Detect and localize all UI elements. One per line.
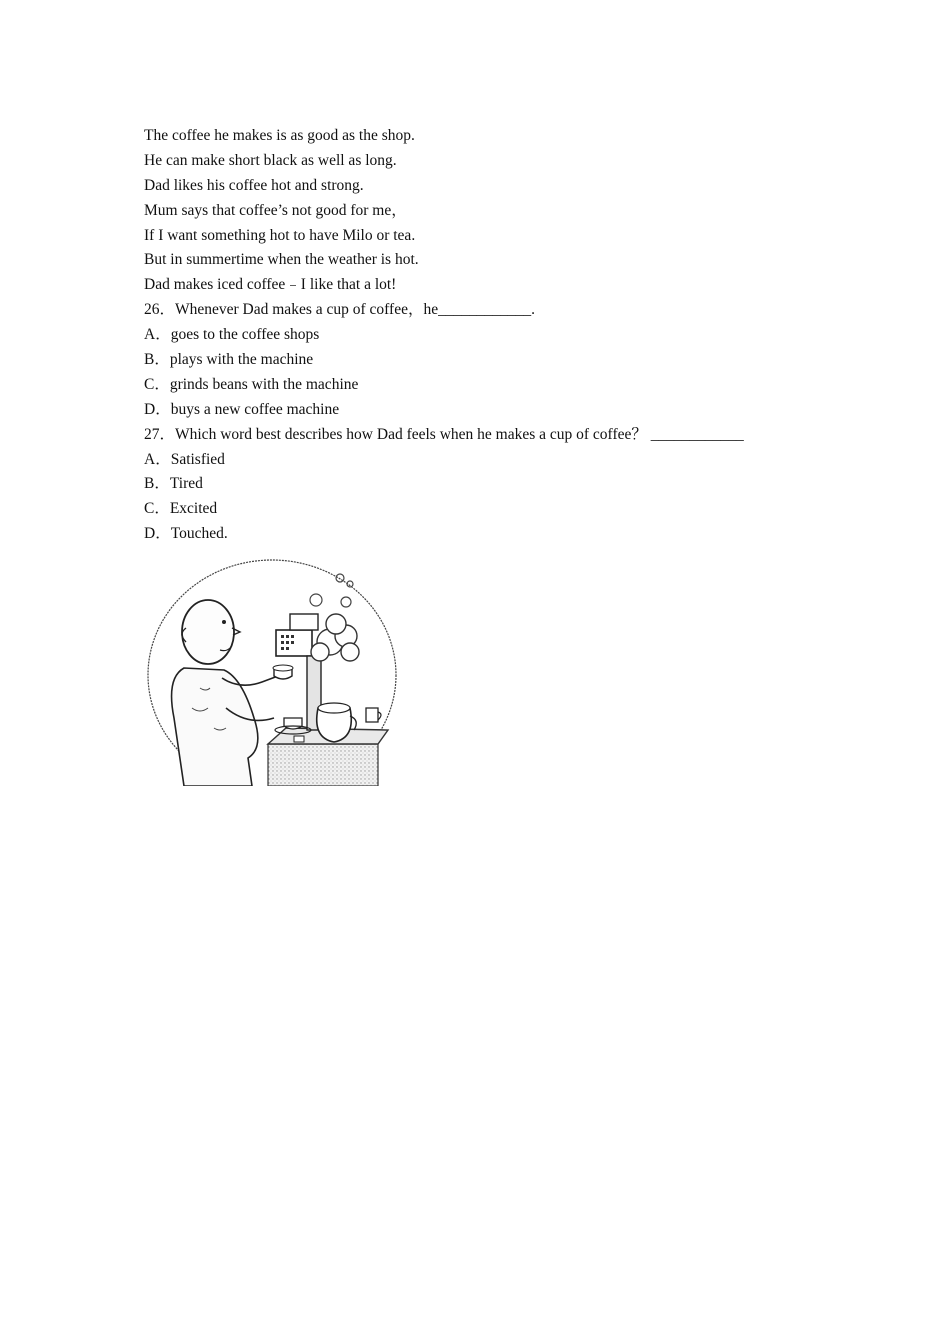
poem-line: Dad likes his coffee hot and strong. (144, 176, 364, 194)
question-27-option-b: B．Tired (144, 475, 203, 493)
man-making-coffee-illustration (144, 558, 398, 786)
poem-line: Dad makes iced coffee﹣I like that a lot! (144, 276, 397, 294)
question-27-option-d: D．Touched. (144, 525, 228, 543)
poem-line: Mum says that coffee’s not good for me， (144, 201, 407, 219)
question-26-option-d: D．buys a new coffee machine (144, 400, 340, 418)
poem-line: But in summertime when the weather is hot. (144, 251, 419, 269)
question-27-option-a: A．Satisfied (144, 450, 225, 468)
question-27-option-c: C．Excited (144, 500, 218, 518)
worksheet-text (144, 124, 824, 547)
poem-line: He can make short black as well as long. (144, 151, 397, 169)
poem-line: The coffee he makes is as good as the shop. (144, 127, 415, 144)
poem (144, 124, 824, 298)
question-27-text: 27．Which word best describes how Dad feels when he makes a cup of coffee？ ____________ (144, 425, 744, 443)
question-26-option-c: C．grinds beans with the machine (144, 375, 359, 393)
question-26-option-a: A．goes to the coffee shops (144, 326, 320, 344)
question-26-text: 26．Whenever Dad makes a cup of coffee，he____________. (144, 301, 535, 319)
poem-line: If I want something hot to have Milo or tea. (144, 226, 416, 244)
question-26 (144, 298, 824, 422)
question-26-option-b: B．plays with the machine (144, 351, 314, 369)
question-27 (144, 423, 824, 547)
